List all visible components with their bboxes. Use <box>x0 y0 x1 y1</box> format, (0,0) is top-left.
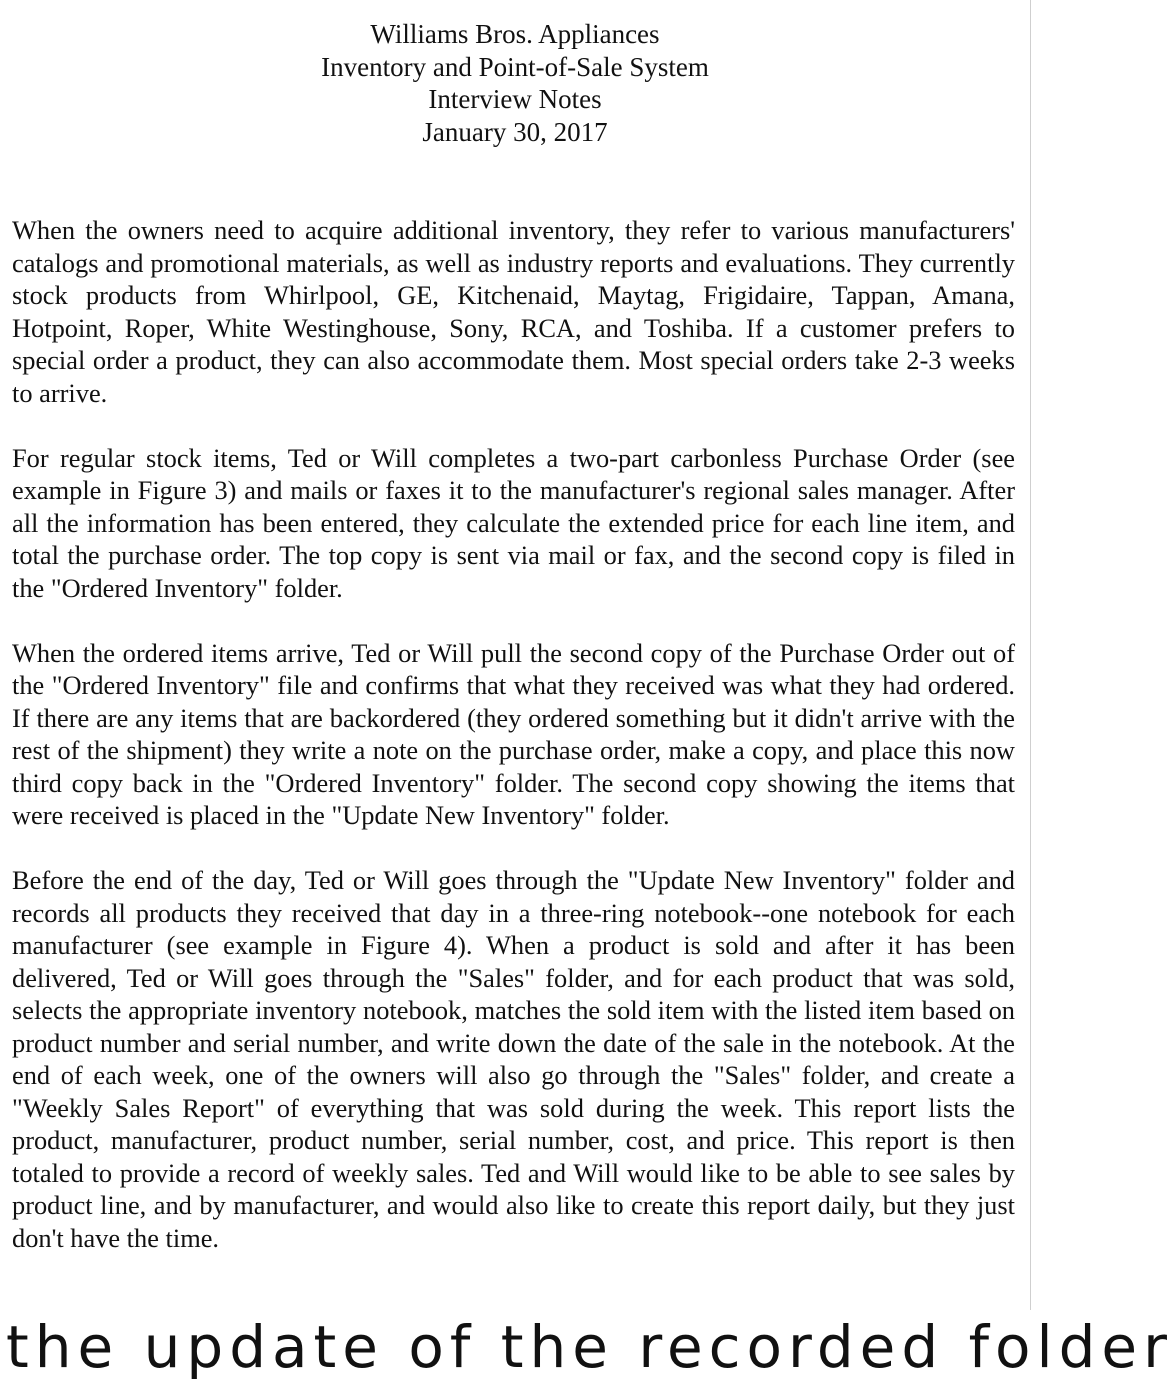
document-header <box>0 0 1030 148</box>
paragraph-inventory-sources: When the owners need to acquire additional inventory, they refer to various manufacturers' catalogs and promotional materials, as well as industry reports and evaluations. They currently stock products from Whirlpool, GE, Kitchenaid, Maytag, Frigidaire, Tappan, Amana, Hotpoint, Roper, White Westinghouse, Sony, RCA, and Toshiba. If a customer prefers to special order a product, they can also accommodate them. Most special orders take 2-3 weeks to arrive. <box>12 215 1015 408</box>
company-title: Williams Bros. Appliances <box>370 19 660 49</box>
paragraph-purchase-orders: For regular stock items, Ted or Will completes a two-part carbonless Purchase Order (see example in Figure 3) and mails or faxes it to the manufacturer's regional sales manager. After all the information has been entered, they calculate the extended price for each line item, and total the purchase order. The top copy is sent via mail or fax, and the second copy is filed in the "Ordered Inventory" folder. <box>12 442 1015 603</box>
cropped-text: the update of the recorded folder <box>6 1313 1173 1381</box>
paragraph-receiving: When the ordered items arrive, Ted or Will pull the second copy of the Purchase Order out of the "Ordered Inventory" file and confirms that what they received was what they had ordered. If there are any items that are backordered (they ordered something but it didn't arrive with the rest of the shipment) they write a note on the purchase order, make a copy, and place this now third copy back in the "Ordered Inventory" folder. The second copy showing the items that were received is placed in the "Update New Inventory" folder. <box>12 637 1015 830</box>
cropped-next-line <box>0 1313 1173 1381</box>
system-title: Inventory and Point-of-Sale System <box>321 51 709 82</box>
document-body <box>12 214 1015 1287</box>
paragraph-sales-records: Before the end of the day, Ted or Will goes through the "Update New Inventory" folder and records all products they received that day in a three-ring notebook--one notebook for each manufacturer (see example in Figure 4). When a product is sold and after it has been delivered, Ted or Will goes through the "Sales" folder, and for each product that was sold, selects the appropriate inventory notebook, matches the sold item with the listed item based on product number and serial number, and write down the date of the sale in the notebook. At the end of each week, one of the owners will also go through the "Sales" folder, and create a "Weekly Sales Report" of everything that was sold during the week. This report lists the product, manufacturer, product number, serial number, cost, and price. This report is then totaled to provide a record of weekly sales. Ted and Will would like to be able to see sales by product line, and by manufacturer, and would also like to create this report daily, but they just don't have the time. <box>12 865 1015 1253</box>
notes-title: Interview Notes <box>428 84 602 114</box>
document-date: January 30, 2017 <box>422 116 608 147</box>
